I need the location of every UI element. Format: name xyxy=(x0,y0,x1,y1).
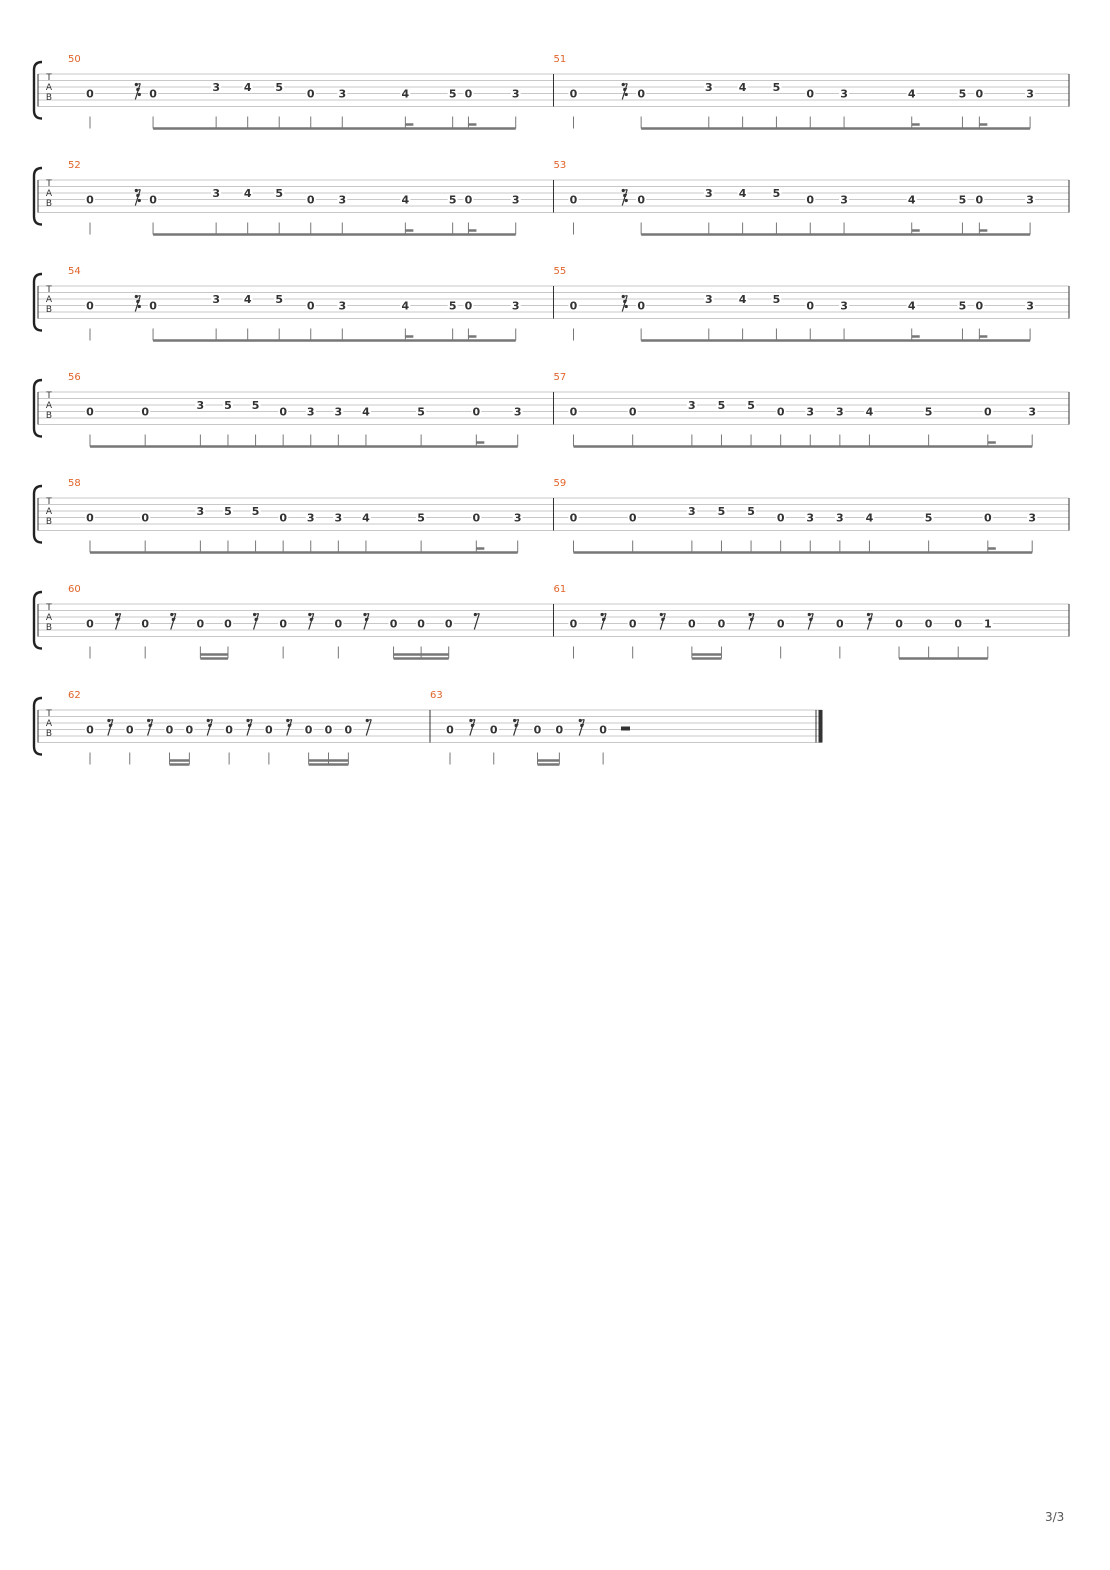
fret-number: 0 xyxy=(975,87,984,101)
fret-number: 0 xyxy=(806,193,815,207)
fret-number: 0 xyxy=(569,511,578,525)
fret-number: 0 xyxy=(279,617,287,631)
system-2 xyxy=(34,160,1069,235)
fret-number: 4 xyxy=(907,87,916,101)
fret-number: 0 xyxy=(446,723,454,737)
measure-53 xyxy=(554,160,1070,235)
fret-number: 0 xyxy=(637,193,645,207)
fret-number: 0 xyxy=(464,299,473,313)
measure-52 xyxy=(68,160,554,235)
system-3 xyxy=(34,266,1069,341)
fret-number: 0 xyxy=(628,511,637,525)
fret-number: 0 xyxy=(165,723,174,737)
fret-number: 0 xyxy=(895,617,903,631)
fret-number: 3 xyxy=(806,511,815,525)
fret-number: 0 xyxy=(306,193,315,207)
fret-number: 5 xyxy=(958,87,967,101)
tab-clef-letter: T xyxy=(46,391,52,401)
tab-clef-letter: A xyxy=(45,189,53,199)
fret-number: 0 xyxy=(279,405,287,419)
measure-55 xyxy=(554,266,1070,341)
fret-number: 4 xyxy=(243,81,252,94)
fret-number: 5 xyxy=(772,81,781,94)
fret-number: 4 xyxy=(401,87,410,101)
fret-number: 0 xyxy=(464,193,473,207)
fret-number: 3 xyxy=(338,299,347,313)
fret-number: 4 xyxy=(362,511,370,525)
fret-number: 0 xyxy=(185,723,194,737)
fret-number: 3 xyxy=(704,81,713,94)
fret-number: 3 xyxy=(704,293,713,306)
fret-number: 5 xyxy=(924,511,933,525)
fret-number: 0 xyxy=(304,723,313,737)
fret-number: 0 xyxy=(533,723,542,737)
tab-clef-letter: A xyxy=(45,613,53,623)
fret-number: 0 xyxy=(464,87,473,101)
fret-number: 4 xyxy=(738,293,747,306)
fret-number: 0 xyxy=(86,405,94,419)
fret-number: 0 xyxy=(86,617,94,631)
fret-number: 0 xyxy=(324,723,333,737)
fret-number: 4 xyxy=(865,405,874,419)
fret-number: 5 xyxy=(251,505,260,518)
fret-number: 5 xyxy=(275,187,284,200)
fret-number: 0 xyxy=(86,511,94,525)
fret-number: 0 xyxy=(569,87,578,101)
fret-number: 3 xyxy=(511,87,520,101)
fret-number: 4 xyxy=(243,293,252,306)
fret-number: 5 xyxy=(747,505,755,518)
measure-59 xyxy=(554,478,1070,553)
fret-number: 5 xyxy=(958,193,967,207)
measure-60 xyxy=(68,584,554,659)
fret-number: 3 xyxy=(840,299,848,313)
fret-number: 0 xyxy=(224,617,232,631)
fret-number: 4 xyxy=(907,299,916,313)
measure-number: 54 xyxy=(68,266,81,277)
fret-number: 0 xyxy=(444,617,453,631)
measure-number: 51 xyxy=(553,54,567,65)
fret-number: 5 xyxy=(924,405,933,419)
fret-number: 3 xyxy=(212,187,220,200)
measure-number: 55 xyxy=(553,266,567,277)
fret-number: 0 xyxy=(637,87,645,101)
fret-number: 0 xyxy=(265,723,273,737)
fret-number: 5 xyxy=(251,399,260,412)
measure-number: 52 xyxy=(68,160,81,171)
fret-number: 5 xyxy=(417,511,425,525)
page-number: 3/3 xyxy=(1045,1510,1065,1524)
fret-number: 3 xyxy=(511,193,520,207)
fret-number: 0 xyxy=(599,723,607,737)
tab-clef-letter: B xyxy=(45,411,53,421)
measure-56 xyxy=(68,372,554,447)
fret-number: 0 xyxy=(306,87,315,101)
fret-number: 3 xyxy=(334,511,343,525)
measure-number: 61 xyxy=(553,584,567,595)
tab-clef-letter: B xyxy=(45,623,53,633)
fret-number: 0 xyxy=(983,405,992,419)
fret-number: 3 xyxy=(836,511,844,525)
fret-number: 3 xyxy=(1026,299,1034,313)
tab-clef-letter: A xyxy=(45,83,53,93)
fret-number: 3 xyxy=(704,187,713,200)
system-5 xyxy=(34,478,1069,553)
fret-number: 0 xyxy=(141,405,150,419)
fret-number: 5 xyxy=(448,87,457,101)
fret-number: 0 xyxy=(569,299,578,313)
tab-clef-letter: B xyxy=(45,305,53,315)
fret-number: 5 xyxy=(275,293,284,306)
measure-number: 57 xyxy=(553,372,567,383)
tab-clef-letter: B xyxy=(45,517,53,527)
fret-number: 0 xyxy=(149,299,157,313)
fret-number: 0 xyxy=(776,617,785,631)
fret-number: 0 xyxy=(975,193,984,207)
fret-number: 4 xyxy=(362,405,370,419)
fret-number: 0 xyxy=(225,723,233,737)
fret-number: 5 xyxy=(224,399,232,412)
fret-number: 0 xyxy=(569,193,578,207)
system-1 xyxy=(34,54,1069,129)
fret-number: 3 xyxy=(1026,87,1034,101)
fret-number: 0 xyxy=(86,87,94,101)
tab-clef-letter: A xyxy=(45,719,53,729)
fret-number: 4 xyxy=(401,299,410,313)
measure-50 xyxy=(68,54,554,129)
fret-number: 3 xyxy=(1028,405,1037,419)
fret-number: 0 xyxy=(149,193,157,207)
fret-number: 3 xyxy=(513,405,522,419)
measure-57 xyxy=(554,372,1070,447)
fret-number: 0 xyxy=(776,511,785,525)
fret-number: 0 xyxy=(279,511,287,525)
fret-number: 0 xyxy=(196,617,205,631)
fret-number: 3 xyxy=(338,87,347,101)
fret-number: 0 xyxy=(141,617,150,631)
fret-number: 0 xyxy=(86,723,94,737)
fret-number: 4 xyxy=(865,511,874,525)
fret-number: 3 xyxy=(836,405,844,419)
fret-number: 4 xyxy=(738,81,747,94)
fret-number: 5 xyxy=(717,505,726,518)
fret-number: 0 xyxy=(637,299,645,313)
measure-58 xyxy=(68,478,554,553)
fret-number: 0 xyxy=(472,511,481,525)
fret-number: 4 xyxy=(401,193,410,207)
measure-number: 50 xyxy=(68,54,81,65)
fret-number: 5 xyxy=(224,505,232,518)
fret-number: 0 xyxy=(688,617,696,631)
fret-number: 3 xyxy=(212,293,220,306)
fret-number: 3 xyxy=(513,511,522,525)
fret-number: 0 xyxy=(983,511,992,525)
measure-number: 62 xyxy=(68,690,81,701)
fret-number: 3 xyxy=(1026,193,1034,207)
fret-number: 5 xyxy=(958,299,967,313)
fret-number: 1 xyxy=(983,617,992,631)
fret-number: 5 xyxy=(772,187,781,200)
fret-number: 3 xyxy=(688,399,696,412)
tab-clef-letter: T xyxy=(46,603,52,613)
measure-61 xyxy=(554,584,1070,659)
fret-number: 5 xyxy=(448,299,457,313)
fret-number: 3 xyxy=(511,299,520,313)
fret-number: 0 xyxy=(717,617,726,631)
tab-clef-letter: B xyxy=(45,93,53,103)
fret-number: 0 xyxy=(806,87,815,101)
fret-number: 0 xyxy=(836,617,844,631)
fret-number: 0 xyxy=(417,617,425,631)
fret-number: 0 xyxy=(141,511,150,525)
fret-number: 3 xyxy=(338,193,347,207)
fret-number: 0 xyxy=(86,193,94,207)
fret-number: 5 xyxy=(448,193,457,207)
tab-clef-letter: T xyxy=(46,285,52,295)
fret-number: 3 xyxy=(806,405,815,419)
fret-number: 0 xyxy=(489,723,498,737)
tab-clef-letter: B xyxy=(45,199,53,209)
fret-number: 0 xyxy=(389,617,398,631)
fret-number: 0 xyxy=(975,299,984,313)
fret-number: 0 xyxy=(472,405,481,419)
fret-number: 0 xyxy=(149,87,157,101)
measure-51 xyxy=(554,54,1070,129)
measure-number: 60 xyxy=(68,584,81,595)
fret-number: 3 xyxy=(840,87,848,101)
fret-number: 3 xyxy=(196,505,205,518)
fret-number: 5 xyxy=(275,81,284,94)
fret-number: 0 xyxy=(334,617,343,631)
fret-number: 0 xyxy=(125,723,134,737)
measure-number: 63 xyxy=(430,690,443,701)
fret-number: 4 xyxy=(738,187,747,200)
measure-63 xyxy=(430,690,821,765)
fret-number: 3 xyxy=(1028,511,1037,525)
tab-clef-letter: T xyxy=(46,179,52,189)
measure-number: 53 xyxy=(553,160,567,171)
fret-number: 5 xyxy=(772,293,781,306)
system-6 xyxy=(34,584,1069,659)
tab-clef-letter: T xyxy=(46,709,52,719)
fret-number: 0 xyxy=(555,723,564,737)
fret-number: 0 xyxy=(569,405,578,419)
fret-number: 0 xyxy=(806,299,815,313)
fret-number: 0 xyxy=(924,617,933,631)
fret-number: 0 xyxy=(628,617,637,631)
fret-number: 0 xyxy=(344,723,353,737)
fret-number: 0 xyxy=(776,405,785,419)
measure-number: 58 xyxy=(68,478,81,489)
tab-clef-letter: B xyxy=(45,729,53,739)
fret-number: 3 xyxy=(212,81,220,94)
fret-number: 4 xyxy=(907,193,916,207)
fret-number: 0 xyxy=(628,405,637,419)
fret-number: 4 xyxy=(243,187,252,200)
tab-clef-letter: A xyxy=(45,401,53,411)
fret-number: 3 xyxy=(688,505,696,518)
fret-number: 3 xyxy=(306,405,315,419)
measure-number: 56 xyxy=(68,372,81,383)
fret-number: 5 xyxy=(417,405,425,419)
measure-54 xyxy=(68,266,554,341)
tab-clef-letter: T xyxy=(46,73,52,83)
fret-number: 5 xyxy=(717,399,726,412)
fret-number: 0 xyxy=(569,617,578,631)
system-7 xyxy=(34,690,822,765)
fret-number: 0 xyxy=(86,299,94,313)
fret-number: 3 xyxy=(840,193,848,207)
measure-number: 59 xyxy=(553,478,567,489)
measure-62 xyxy=(68,690,430,765)
system-4 xyxy=(34,372,1069,447)
fret-number: 3 xyxy=(196,399,205,412)
tab-clef-letter: T xyxy=(46,497,52,507)
fret-number: 3 xyxy=(306,511,315,525)
fret-number: 5 xyxy=(747,399,755,412)
fret-number: 3 xyxy=(334,405,343,419)
tab-clef-letter: A xyxy=(45,295,53,305)
fret-number: 0 xyxy=(954,617,963,631)
fret-number: 0 xyxy=(306,299,315,313)
tab-clef-letter: A xyxy=(45,507,53,517)
half-rest xyxy=(621,727,630,731)
